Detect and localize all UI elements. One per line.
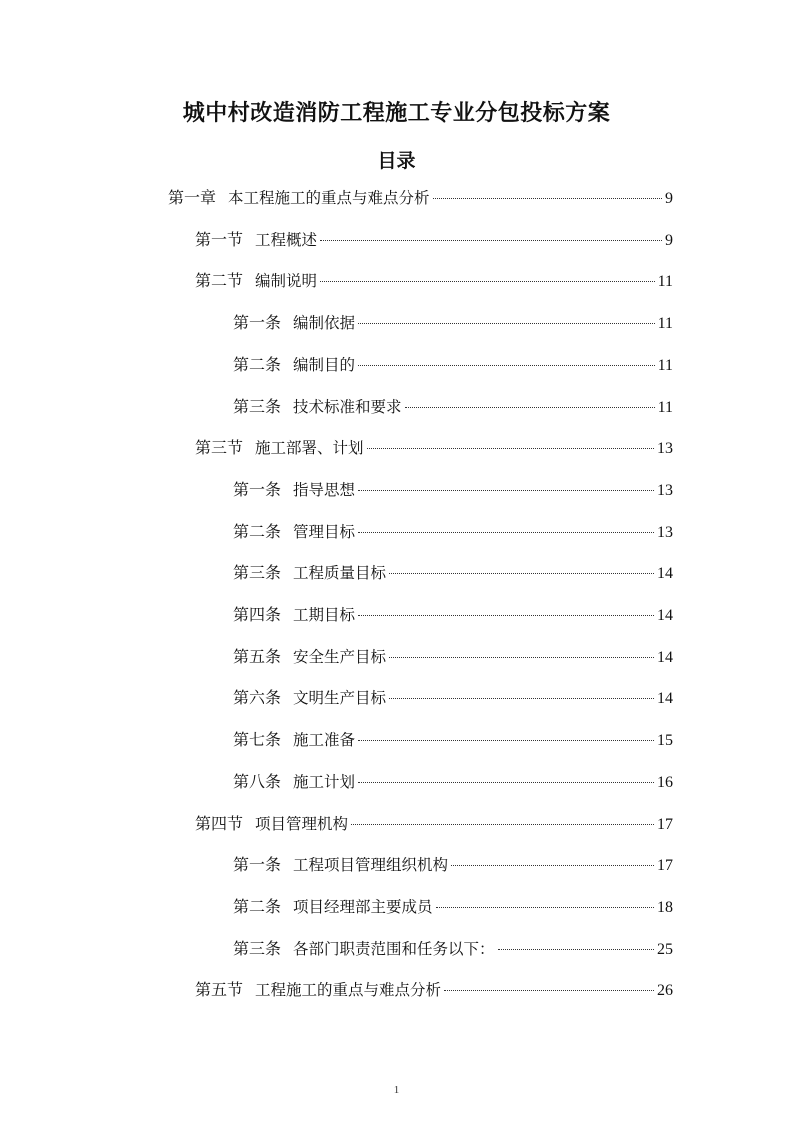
toc-entry[interactable] — [195, 228, 673, 252]
toc-entry-page: 14 — [657, 565, 673, 582]
toc-entry[interactable] — [195, 978, 673, 1002]
toc-entry-number: 第七条 — [233, 730, 282, 749]
footer-page-number: 1 — [393, 1084, 400, 1096]
toc-entry-number: 第三条 — [233, 563, 282, 582]
toc-leader-dots — [320, 240, 662, 241]
toc-entry-number: 第二条 — [233, 522, 282, 541]
toc-entry-number: 第一节 — [195, 230, 244, 249]
toc-entry-page: 13 — [657, 524, 673, 541]
toc-entry[interactable] — [233, 937, 673, 961]
toc-entry-number: 第二条 — [233, 897, 282, 916]
toc-leader-dots — [444, 990, 654, 991]
toc-entry-label: 各部门职责范围和任务以下： — [293, 940, 495, 958]
toc-entry-page: 25 — [657, 941, 673, 958]
toc-entry-number: 第四条 — [233, 605, 282, 624]
toc-entry[interactable] — [195, 269, 673, 293]
toc-entry-page: 14 — [657, 607, 673, 624]
toc-leader-dots — [405, 407, 655, 408]
toc-entry-page: 18 — [657, 899, 673, 916]
toc-entry-page: 26 — [657, 982, 673, 999]
toc-entry-label: 编制说明 — [255, 272, 318, 290]
toc-leader-dots — [358, 782, 654, 783]
toc-entry-page: 11 — [657, 273, 673, 290]
toc-leader-dots — [389, 573, 654, 574]
toc-entry-page: 13 — [657, 482, 673, 499]
toc-leader-dots — [389, 698, 654, 699]
toc-entry[interactable] — [195, 436, 673, 460]
toc-entry-page: 14 — [657, 690, 673, 707]
toc-entry[interactable] — [233, 728, 673, 752]
toc-leader-dots — [436, 907, 654, 908]
toc-entry-page: 15 — [657, 732, 673, 749]
toc-entry-page: 14 — [657, 649, 673, 666]
toc-entry-page: 16 — [657, 774, 673, 791]
toc-entry[interactable] — [233, 853, 673, 877]
toc-entry-number: 第一条 — [233, 480, 282, 499]
toc-entry[interactable] — [168, 186, 673, 210]
toc-leader-dots — [358, 532, 654, 533]
toc-entry-label: 工程概述 — [255, 231, 318, 249]
toc-leader-dots — [433, 198, 662, 199]
toc-leader-dots — [358, 615, 654, 616]
toc-entry-label: 技术标准和要求 — [293, 398, 402, 416]
toc-entry[interactable] — [233, 478, 673, 502]
toc-entry-number: 第六条 — [233, 688, 282, 707]
toc-entry-page: 11 — [657, 357, 673, 374]
toc-leader-dots — [358, 365, 655, 366]
toc-leader-dots — [358, 490, 654, 491]
toc-entry[interactable] — [233, 311, 673, 335]
toc-entry-number: 第五条 — [233, 647, 282, 666]
toc-entry-page: 9 — [665, 190, 673, 207]
toc-entry-page: 13 — [657, 440, 673, 457]
toc-entry-number: 第四节 — [195, 814, 244, 833]
toc-entry-page: 11 — [657, 399, 673, 416]
toc-leader-dots — [358, 323, 655, 324]
toc-leader-dots — [451, 865, 654, 866]
toc-leader-dots — [358, 740, 654, 741]
toc-leader-dots — [367, 448, 654, 449]
toc-entry-label: 项目管理机构 — [255, 815, 349, 833]
toc-entry[interactable] — [233, 395, 673, 419]
toc-entry-label: 工程质量目标 — [293, 564, 387, 582]
toc-entry-page: 11 — [657, 315, 673, 332]
toc-entry-page: 17 — [657, 857, 673, 874]
toc-leader-dots — [351, 824, 654, 825]
toc-entry-label: 文明生产目标 — [293, 689, 387, 707]
toc-entry-page: 9 — [665, 232, 673, 249]
toc-entry-label: 工程施工的重点与难点分析 — [255, 981, 442, 999]
toc-entry-number: 第三节 — [195, 438, 244, 457]
toc-entry-label: 安全生产目标 — [293, 648, 387, 666]
toc-entry-number: 第一条 — [233, 855, 282, 874]
toc-heading: 目录 — [377, 150, 416, 172]
toc-entry-number: 第二条 — [233, 355, 282, 374]
toc-entry-label: 工程项目管理组织机构 — [293, 856, 449, 874]
toc-entry-label: 编制依据 — [293, 314, 356, 332]
toc-entry[interactable] — [233, 520, 673, 544]
toc-entry[interactable] — [233, 895, 673, 919]
toc-entry-label: 项目经理部主要成员 — [293, 898, 433, 916]
document-title: 城中村改造消防工程施工专业分包投标方案 — [182, 101, 611, 126]
toc-entry-number: 第三条 — [233, 397, 282, 416]
toc-leader-dots — [320, 281, 655, 282]
toc-entry-label: 指导思想 — [293, 481, 356, 499]
toc-entry[interactable] — [233, 353, 673, 377]
toc-entry-label: 管理目标 — [293, 523, 356, 541]
toc-entry-number: 第八条 — [233, 772, 282, 791]
toc-entry-label: 施工部署、计划 — [255, 439, 364, 457]
toc-entry[interactable] — [233, 603, 673, 627]
toc-entry-number: 第一条 — [233, 313, 282, 332]
toc-entry-page: 17 — [657, 816, 673, 833]
toc-entry-label: 编制目的 — [293, 356, 356, 374]
toc-entry-number: 第一章 — [168, 188, 217, 207]
toc-entry-number: 第五节 — [195, 980, 244, 999]
toc-entry-label: 施工计划 — [293, 773, 356, 791]
toc-entry-label: 施工准备 — [293, 731, 356, 749]
toc-entry-number: 第二节 — [195, 271, 244, 290]
toc-entry[interactable] — [195, 812, 673, 836]
toc-leader-dots — [498, 949, 654, 950]
toc-entry[interactable] — [233, 645, 673, 669]
toc-entry[interactable] — [233, 686, 673, 710]
toc-entry[interactable] — [233, 561, 673, 585]
toc-entry-number: 第三条 — [233, 939, 282, 958]
toc-entry-label: 本工程施工的重点与难点分析 — [228, 189, 430, 207]
toc-entry[interactable] — [233, 770, 673, 794]
toc-entry-label: 工期目标 — [293, 606, 356, 624]
toc-leader-dots — [389, 657, 654, 658]
